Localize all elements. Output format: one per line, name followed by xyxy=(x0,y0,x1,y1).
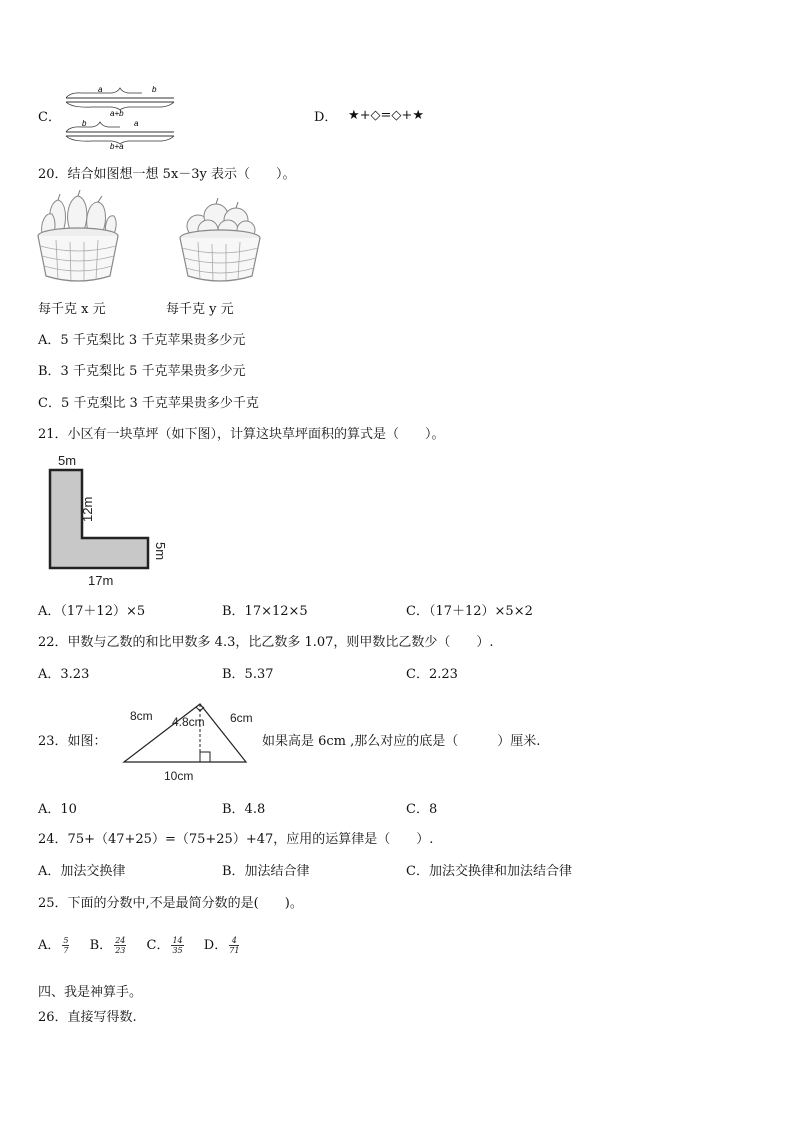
q19-c-sum1: a+b xyxy=(110,109,124,118)
q25-option-d-fraction xyxy=(229,936,239,955)
q19-c-bottom-a: a xyxy=(134,119,139,128)
q25-option-d-label: D． xyxy=(203,938,228,953)
q20-stem: 20．结合如图想一想 5x－3y 表示（ ）。 xyxy=(38,167,296,182)
q23-stem-right: 如果高是 6cm ,那么对应的底是（ ）厘米. xyxy=(262,734,541,749)
q23-option-c: C．8 xyxy=(406,802,438,817)
q23-fig-right: 6cm xyxy=(230,711,253,725)
q19-option-d-text: ★+◇=◇+★ xyxy=(348,108,424,123)
q21-fig-bottom: 17m xyxy=(88,573,114,588)
q21-fig-top: 5m xyxy=(58,453,77,468)
q23-fig-base: 10cm xyxy=(164,769,194,783)
section-4-title: 四、我是神算手。 xyxy=(38,985,143,1000)
pear-basket-image xyxy=(36,190,120,286)
q25-option-a-label: A． xyxy=(38,938,61,953)
q19-c-bottom-b: b xyxy=(82,119,87,128)
q23-option-b: B．4.8 xyxy=(222,802,266,817)
q25-option-b-label: B． xyxy=(89,938,113,953)
q20-option-b: B．3 千克梨比 5 千克苹果贵多少元 xyxy=(38,364,246,379)
q25-option-c-label: C． xyxy=(146,938,170,953)
q23-stem-left: 23．如图： xyxy=(38,734,107,749)
q24-option-b: B．加法结合律 xyxy=(222,864,310,879)
q25-option-b-fraction xyxy=(114,936,126,955)
q25-option-c-fraction xyxy=(171,936,183,955)
q19-c-top-a: a xyxy=(98,85,103,94)
q25-c-den: 35 xyxy=(172,946,183,955)
q25-option-a-fraction xyxy=(62,936,69,955)
q20-caption-apple: 每千克 y 元 xyxy=(166,302,234,317)
q19-option-d-label: D． xyxy=(314,110,338,125)
q21-stem: 21．小区有一块草坪（如下图），计算这块草坪面积的算式是（ ）。 xyxy=(38,427,445,442)
q23-option-a: A．10 xyxy=(38,802,77,817)
q22-option-c: C．2.23 xyxy=(406,667,458,682)
q23-fig-left: 8cm xyxy=(130,709,153,723)
q20-caption-pear: 每千克 x 元 xyxy=(38,302,106,317)
q25-options xyxy=(38,936,241,955)
q21-option-c: C．（17＋12）×5×2 xyxy=(406,604,533,619)
q25-a-num: 5 xyxy=(63,936,69,945)
q25-d-den: 71 xyxy=(229,946,240,955)
q19-option-c-figure xyxy=(62,82,178,150)
q22-option-b: B．5.37 xyxy=(222,667,274,682)
q25-a-den: 7 xyxy=(63,946,69,955)
q25-d-num: 4 xyxy=(229,936,239,946)
q24-option-c: C．加法交换律和加法结合律 xyxy=(406,864,572,879)
q19-c-top-b: b xyxy=(152,85,157,94)
q25-b-den: 23 xyxy=(115,946,126,955)
q24-stem: 24．75+（47+25）=（75+25）+47，应用的运算律是（ ）. xyxy=(38,832,434,847)
q20-option-c: C．5 千克梨比 3 千克苹果贵多少千克 xyxy=(38,396,259,411)
q19-c-sum2: b+a xyxy=(110,142,124,150)
q21-option-b: B．17×12×5 xyxy=(222,604,308,619)
q25-stem: 25．下面的分数中,不是最简分数的是( )。 xyxy=(38,896,303,911)
q23-fig-height: 4.8cm xyxy=(172,715,205,729)
q22-stem: 22．甲数与乙数的和比甲数多 4.3，比乙数多 1.07，则甲数比乙数少（ ）. xyxy=(38,635,494,650)
q23-triangle-figure xyxy=(120,700,262,788)
q22-option-a: A．3.23 xyxy=(38,667,90,682)
q21-lawn-figure xyxy=(44,450,174,590)
q21-fig-right: 5m xyxy=(153,542,168,561)
q24-option-a: A．加法交换律 xyxy=(38,864,126,879)
q25-c-num: 14 xyxy=(172,936,183,945)
q21-option-a: A．（17＋12）×5 xyxy=(38,604,146,619)
q19-option-c-label: C． xyxy=(38,110,61,125)
apple-basket-image xyxy=(178,194,262,286)
q26-stem: 26．直接写得数. xyxy=(38,1010,137,1025)
q25-b-num: 24 xyxy=(115,936,126,945)
q21-fig-height: 12m xyxy=(80,496,95,522)
q20-option-a: A．5 千克梨比 3 千克苹果贵多少元 xyxy=(38,333,246,348)
